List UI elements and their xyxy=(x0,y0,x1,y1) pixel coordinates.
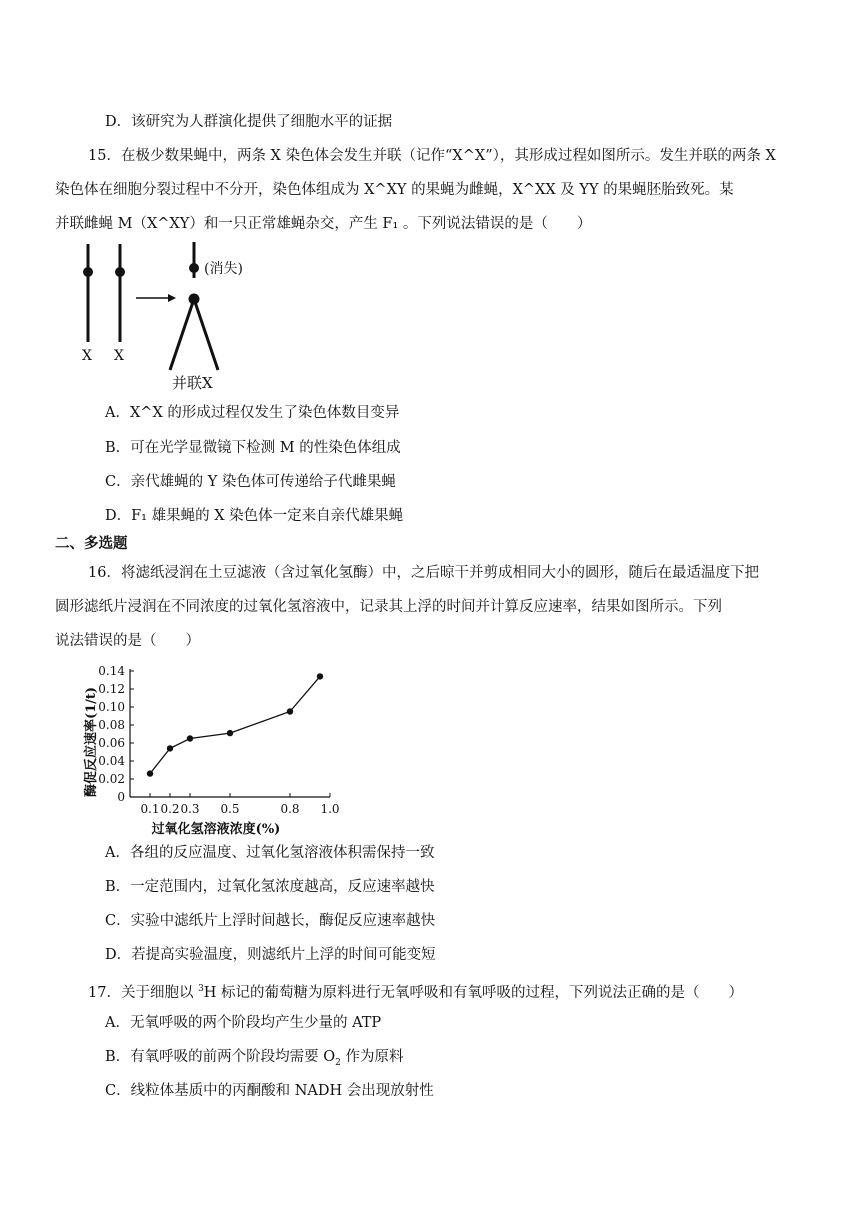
y-tick-label: 0.14 xyxy=(98,664,125,678)
q16-option-a: A．各组的反应温度、过氧化氢溶液体积需保持一致 xyxy=(105,845,435,861)
q15-option-b: B．可在光学显微镜下检测 M 的性染色体组成 xyxy=(105,440,401,456)
y-tick-label: 0.10 xyxy=(98,700,125,714)
q15-option-c: C．亲代雄蝇的 Y 染色体可传递给子代雌果蝇 xyxy=(105,474,396,490)
q17-option-b-pre: B．有氧呼吸的前两个阶段均需要 O xyxy=(105,1049,336,1065)
q15-stem-line3: 并联雌蝇 M（X^XY）和一只正常雄蝇杂交，产生 F₁ 。下列说法错误的是（ ） xyxy=(55,216,592,232)
q14-option-d: D．该研究为人群演化提供了细胞水平的证据 xyxy=(105,114,393,130)
arrow-head xyxy=(168,294,176,302)
x-tick-label: 0.5 xyxy=(220,802,240,816)
y-tick-label: 0 xyxy=(117,790,125,804)
q16-stem-line2: 圆形滤纸片浸润在不同浓度的过氧化氢溶液中，记录其上浮的时间并计算反应速率，结果如图所示。下列 xyxy=(55,599,722,615)
label-x1: X xyxy=(82,348,92,364)
q16-stem-line1: 16．将滤纸浸润在土豆滤液（含过氧化氢酶）中，之后晾干并剪成相同大小的圆形，随后在最适温度下把 xyxy=(88,565,759,581)
data-point xyxy=(227,730,233,736)
q17-option-c: C．线粒体基质中的丙酮酸和 NADH 会出现放射性 xyxy=(105,1083,434,1099)
data-point xyxy=(147,770,153,776)
data-points xyxy=(147,673,323,777)
merged-arm-left xyxy=(170,299,194,370)
x-tick-label: 0.3 xyxy=(180,802,200,816)
reaction-rate-chart xyxy=(78,660,358,840)
q17-stem-pre: 17．关于细胞以 xyxy=(88,984,199,1001)
x-tick-label: 0.2 xyxy=(160,802,180,816)
y-tick-label: 0.06 xyxy=(98,736,125,750)
q17-option-b-sub: 2 xyxy=(335,1057,341,1068)
x-tick-label: 0.8 xyxy=(280,802,300,816)
x-tick-label: 0.1 xyxy=(140,802,160,816)
data-point xyxy=(167,745,173,751)
vanished-centromere xyxy=(189,263,199,273)
q17-option-b-post: 作为原料 xyxy=(340,1049,404,1065)
series-line xyxy=(150,676,320,773)
q17-stem xyxy=(88,979,743,1003)
q17-stem-sup: 3 xyxy=(198,984,204,994)
data-point xyxy=(317,673,323,679)
y-tick-label: 0.08 xyxy=(98,718,125,732)
centromere-x2 xyxy=(115,267,125,277)
label-vanish: (消失) xyxy=(204,261,243,277)
q15-option-d: D．F₁ 雄果蝇的 X 染色体一定来自亲代雄果蝇 xyxy=(105,508,404,524)
x-tick-label: 1.0 xyxy=(320,802,340,816)
data-point xyxy=(187,735,193,741)
label-x2: X xyxy=(114,348,124,364)
y-tick-labels xyxy=(98,664,125,804)
q16-option-d: D．若提高实验温度，则滤纸片上浮的时间可能变短 xyxy=(105,947,436,963)
q17-option-a: A．无氧呼吸的两个阶段均产生少量的 ATP xyxy=(105,1015,382,1031)
q16-option-c: C．实验中滤纸片上浮时间越长，酶促反应速率越快 xyxy=(105,913,436,929)
x-axis-label: 过氧化氢溶液浓度(%) xyxy=(151,822,281,837)
y-tick-label: 0.04 xyxy=(98,754,125,768)
y-tick-label: 0.02 xyxy=(98,772,125,786)
q17-stem-post: H 标记的葡萄糖为原料进行无氧呼吸和有氧呼吸的过程，下列说法正确的是（ ） xyxy=(203,984,744,1001)
y-axis-label: 酶促反应速率(1/t) xyxy=(84,686,99,798)
q15-stem-line2: 染色体在细胞分裂过程中不分开，染色体组成为 X^XY 的果蝇为雌蝇，X^XX 及 YY 的果蝇胚胎致死。某 xyxy=(55,182,734,198)
chromosome-fusion-figure xyxy=(60,240,280,400)
section-title: 二、多选题 xyxy=(55,535,128,552)
q15-option-a: A．X^X 的形成过程仅发生了染色体数目变异 xyxy=(105,405,400,421)
q16-option-b: B．一定范围内，过氧化氢浓度越高，反应速率越快 xyxy=(105,879,435,895)
y-tick-label: 0.12 xyxy=(98,682,125,696)
label-merged-x: 并联X xyxy=(172,374,213,392)
data-point xyxy=(287,708,293,714)
merged-arm-right xyxy=(194,299,218,370)
q17-option-b xyxy=(105,1047,404,1073)
centromere-x1 xyxy=(83,267,93,277)
x-tick-labels xyxy=(140,802,339,816)
q16-stem-line3: 说法错误的是（ ） xyxy=(55,633,200,649)
q15-stem-line1: 15．在极少数果蝇中，两条 X 染色体会发生并联（记作“X^X”），其形成过程如图所示。发生并联的两条 X xyxy=(88,148,776,164)
